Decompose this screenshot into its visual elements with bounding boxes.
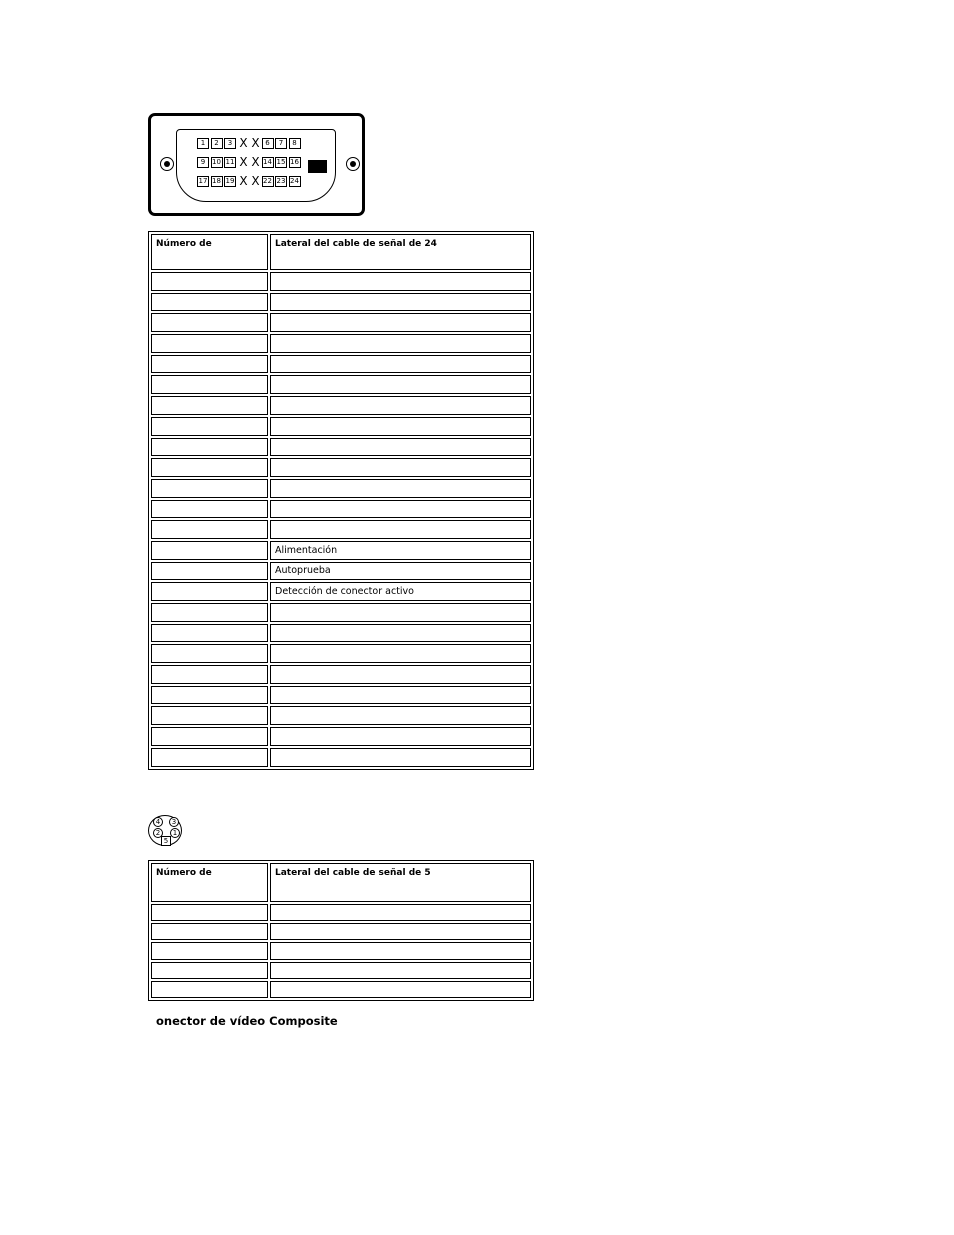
table-row	[151, 541, 531, 560]
signal-cell	[270, 500, 531, 519]
pin: 18	[212, 176, 221, 185]
pin-number-cell	[151, 396, 268, 415]
pin-absent-mark: X	[251, 136, 260, 150]
signal-cell	[270, 458, 531, 477]
mini-din-connector-diagram	[148, 815, 182, 846]
signal-cell	[270, 942, 531, 959]
pin: 22	[263, 176, 272, 185]
signal-cell	[270, 479, 531, 498]
table-row	[151, 375, 531, 394]
signal-cell	[270, 727, 531, 746]
table-row	[151, 396, 531, 415]
dvi-pin-assignment-table	[148, 231, 534, 770]
pin-number-cell	[151, 706, 268, 725]
pin-number-cell	[151, 962, 268, 979]
pin: 9	[197, 157, 209, 168]
pin: 3	[224, 138, 236, 149]
screw-icon	[346, 157, 360, 171]
header-pin-number: Número de	[151, 863, 268, 902]
pin: 8	[289, 138, 301, 149]
pin-row-3	[197, 175, 302, 187]
pin: 1	[197, 138, 209, 149]
pin-number-cell	[151, 355, 268, 374]
pin-number-cell	[151, 603, 268, 622]
signal-cell	[270, 603, 531, 622]
pin: 19	[225, 176, 235, 185]
header-signal-side: Lateral del cable de señal de 5	[270, 863, 531, 902]
pin-number-cell	[151, 562, 268, 581]
signal-cell	[270, 417, 531, 436]
pin: 23	[276, 176, 286, 185]
pin: 5	[161, 836, 171, 846]
pin-number-cell	[151, 458, 268, 477]
pin-number-cell	[151, 904, 268, 921]
pin: 24	[290, 176, 299, 185]
table-row	[151, 981, 531, 998]
table-row	[151, 748, 531, 767]
pin: 6	[262, 138, 274, 149]
signal-cell	[270, 923, 531, 940]
pin-number-cell	[151, 748, 268, 767]
pin-number-cell	[151, 375, 268, 394]
pin-number-cell	[151, 313, 268, 332]
pin-row-2	[197, 156, 302, 168]
signal-cell	[270, 748, 531, 767]
signal-cell	[270, 962, 531, 979]
signal-cell	[270, 355, 531, 374]
pin-number-cell	[151, 582, 268, 601]
header-pin-number: Número de	[151, 234, 268, 270]
pin-number-cell	[151, 272, 268, 291]
table-row	[151, 923, 531, 940]
pin: 3	[169, 817, 179, 827]
table-row	[151, 313, 531, 332]
signal-cell	[270, 396, 531, 415]
pin: 2	[153, 828, 163, 838]
signal-cell	[270, 686, 531, 705]
pin-absent-mark: X	[251, 155, 260, 169]
pin: 11	[225, 157, 235, 166]
signal-cell	[270, 624, 531, 643]
table-row	[151, 562, 531, 581]
pin-row-1	[197, 137, 302, 149]
pin: 10	[212, 157, 221, 166]
pin-number-cell	[151, 665, 268, 684]
pin: 2	[211, 138, 223, 149]
table-row	[151, 520, 531, 539]
section-heading: onector de vídeo Composite	[156, 1014, 338, 1028]
dvi-connector-diagram	[148, 113, 365, 216]
table-row	[151, 904, 531, 921]
table-row	[151, 644, 531, 663]
signal-cell	[270, 665, 531, 684]
pin-number-cell	[151, 479, 268, 498]
signal-cell: Detección de conector activo	[270, 582, 531, 601]
signal-cell	[270, 438, 531, 457]
pin-number-cell	[151, 981, 268, 998]
svideo-pin-assignment-table	[148, 860, 534, 1001]
signal-cell	[270, 313, 531, 332]
pin: 17	[198, 176, 208, 185]
table-row	[151, 624, 531, 643]
pin-number-cell	[151, 438, 268, 457]
signal-cell	[270, 334, 531, 353]
pin-number-cell	[151, 644, 268, 663]
signal-cell	[270, 293, 531, 312]
pin-number-cell	[151, 500, 268, 519]
pin-number-cell	[151, 686, 268, 705]
pin-number-cell	[151, 942, 268, 959]
table-row	[151, 962, 531, 979]
pin-number-cell	[151, 293, 268, 312]
pin-absent-mark: X	[239, 155, 248, 169]
signal-cell	[270, 375, 531, 394]
pin-number-cell	[151, 727, 268, 746]
table-header-row	[151, 863, 531, 902]
table-row	[151, 293, 531, 312]
pin-number-cell	[151, 417, 268, 436]
table-header-row	[151, 234, 531, 270]
table-row	[151, 355, 531, 374]
table-row	[151, 665, 531, 684]
table-row	[151, 479, 531, 498]
pin-number-cell	[151, 624, 268, 643]
table-row	[151, 272, 531, 291]
table-row	[151, 727, 531, 746]
pin: 14	[263, 157, 272, 166]
signal-cell	[270, 904, 531, 921]
table-row	[151, 500, 531, 519]
pin-absent-mark: X	[239, 136, 248, 150]
pin: 16	[290, 157, 299, 166]
pin-number-cell	[151, 334, 268, 353]
table-row	[151, 603, 531, 622]
pin-number-cell	[151, 541, 268, 560]
pin: 7	[275, 138, 287, 149]
signal-cell	[270, 272, 531, 291]
screw-icon	[160, 157, 174, 171]
pin-number-cell	[151, 520, 268, 539]
signal-cell	[270, 644, 531, 663]
signal-cell	[270, 981, 531, 998]
pin-absent-mark: X	[239, 174, 248, 188]
table-row	[151, 942, 531, 959]
dvi-ground-blade	[308, 160, 327, 173]
header-signal-side: Lateral del cable de señal de 24	[270, 234, 531, 270]
signal-cell	[270, 520, 531, 539]
pin: 4	[153, 817, 163, 827]
pin-absent-mark: X	[251, 174, 260, 188]
pin: 15	[276, 157, 286, 166]
table-row	[151, 582, 531, 601]
signal-cell: Autoprueba	[270, 562, 531, 581]
table-row	[151, 686, 531, 705]
signal-cell	[270, 706, 531, 725]
table-row	[151, 458, 531, 477]
table-row	[151, 438, 531, 457]
table-row	[151, 334, 531, 353]
pin-number-cell	[151, 923, 268, 940]
pin: 1	[170, 828, 180, 838]
table-row	[151, 417, 531, 436]
signal-cell: Alimentación	[270, 541, 531, 560]
table-row	[151, 706, 531, 725]
